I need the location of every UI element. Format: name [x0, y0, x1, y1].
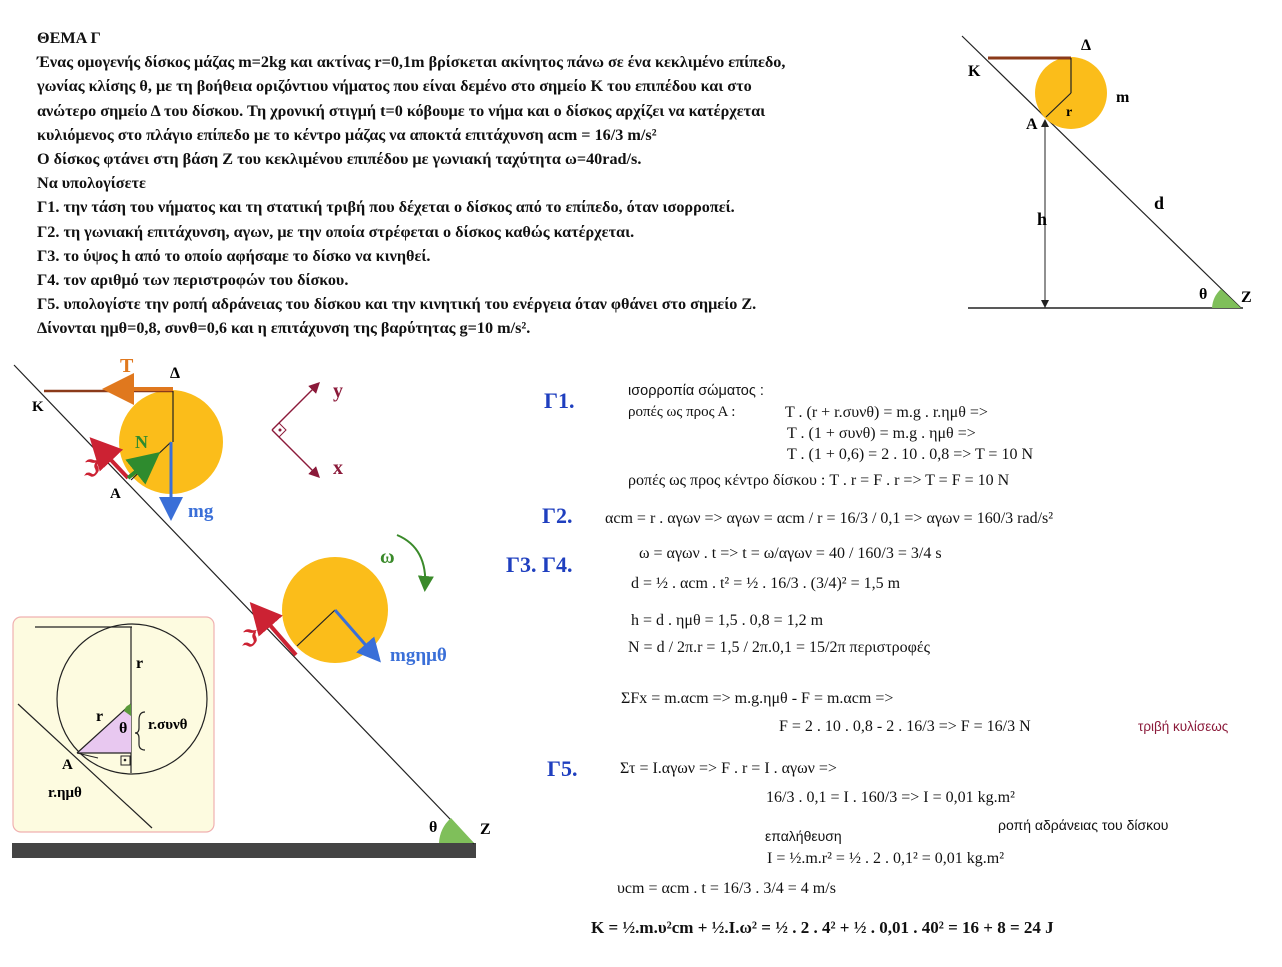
label-N: N	[135, 432, 148, 452]
g1-line2-label: ροπές ως προς Α :	[628, 404, 736, 420]
label-delta: Δ	[1081, 37, 1092, 54]
label-theta: θ	[429, 819, 438, 836]
problem-line: γωνίας κλίσης θ, με τη βοήθεια οριζόντιου νήματος που είναι δεμένο στο σημείο Κ του επιπέδου και στο	[37, 77, 752, 96]
inset-label-theta: θ	[119, 720, 128, 737]
inset-label-r-top: r	[136, 655, 144, 672]
inset-right-angle-dot	[124, 759, 127, 762]
g5-line1: Στ = Ι.αγων => F . r = Ι . αγων =>	[620, 760, 837, 777]
main-figure	[12, 355, 491, 858]
g5-line4: υcm = αcm . t = 16/3 . 3/4 = 4 m/s	[617, 880, 836, 897]
g5-line5: K = ½.m.υ²cm + ½.Ι.ω² = ½ . 2 . 4² + ½ . 0,01 . 40² = 16 + 8 = 24 J	[591, 918, 1054, 937]
label-delta: Δ	[170, 365, 181, 382]
problem-line: Ένας ομογενής δίσκος μάζας m=2kg και ακτίνας r=0,1m βρίσκεται ακίνητος πάνω σε ένα κεκλιμένο επίπεδο,	[37, 53, 786, 72]
problem-line: Γ1. την τάση του νήματος και τη στατική τριβή που δέχεται ο δίσκος από το επίπεδο, όταν ισορροπεί.	[37, 198, 735, 217]
angle-theta-marker	[439, 818, 474, 843]
inset-label-r: r	[96, 708, 104, 725]
g34-line3: h = d . ημθ = 1,5 . 0,8 = 1,2 m	[631, 612, 824, 629]
label-x: x	[333, 457, 343, 479]
omega-arrow	[397, 535, 425, 588]
label-mgsin: mgημθ	[390, 645, 447, 666]
g2-header: Γ2.	[542, 503, 573, 528]
g34-line2: d = ½ . αcm . t² = ½ . 16/3 . (3/4)² = 1,5 m	[631, 575, 901, 592]
g2-line: αcm = r . αγων => αγων = αcm / r = 16/3 / 0,1 => αγων = 160/3 rad/s²	[605, 510, 1054, 527]
g34-note: τριβή κυλίσεως	[1138, 719, 1229, 734]
label-r: r	[1066, 105, 1073, 120]
label-friction-rolling: ℑ	[242, 626, 258, 651]
g1-line5: ροπές ως προς κέντρο δίσκου : T . r = F . r => T = F = 10 N	[628, 472, 1010, 489]
problem-line: Να υπολογίσετε	[37, 174, 146, 193]
right-angle-dot	[279, 429, 282, 432]
inset-label-rcos: r.συνθ	[148, 717, 188, 733]
g34-line4: N = d / 2π.r = 1,5 / 2π.0,1 = 15/2π περιστροφές	[628, 639, 930, 656]
label-y: y	[333, 380, 343, 402]
angle-theta-marker	[1212, 289, 1241, 308]
inset-label-rsin: r.ημθ	[48, 785, 82, 801]
problem-line: Γ4. τον αριθμό των περιστροφών του δίσκου.	[37, 271, 349, 290]
g1-header: Γ1.	[544, 388, 575, 413]
g1-line1: ισορροπία σώματος :	[628, 383, 764, 399]
label-m: m	[1116, 89, 1130, 106]
label-d: d	[1154, 193, 1165, 213]
label-mg: mg	[188, 501, 214, 522]
g34-line5: ΣFx = m.αcm => m.g.ημθ - F = m.αcm =>	[621, 690, 894, 707]
problem-title: ΘΕΜΑ Γ	[37, 29, 101, 47]
g34-header: Γ3. Γ4.	[506, 552, 573, 577]
label-A: A	[110, 486, 121, 502]
problem-line: Ο δίσκος φτάνει στη βάση Ζ του κεκλιμένου επιπέδου με γωνιακή ταχύτητα ω=40rad/s.	[37, 150, 642, 169]
g5-verify-label: επαλήθευση	[765, 828, 842, 844]
g5-header: Γ5.	[547, 756, 578, 781]
label-Z: Z	[1241, 289, 1252, 306]
label-h: h	[1037, 209, 1048, 229]
problem-line: Δίνονται ημθ=0,8, συνθ=0,6 και η επιτάχυνση της βαρύτητας g=10 m/s².	[37, 319, 531, 338]
label-T: T	[120, 355, 134, 377]
g34-line1: ω = αγων . t => t = ω/αγων = 40 / 160/3 = 3/4 s	[639, 545, 942, 562]
problem-line: κυλιόμενος στο πλάγιο επίπεδο με το κέντρο μάζας να αποκτά επιτάχυνση αcm = 16/3 m/s²	[37, 125, 657, 144]
label-K: K	[32, 399, 44, 415]
label-A: A	[1026, 116, 1038, 133]
g1-line4: T . (1 + 0,6) = 2 . 10 . 0,8 => T = 10 N	[787, 446, 1034, 463]
ground-bar	[12, 843, 476, 858]
label-theta: θ	[1199, 286, 1208, 303]
problem-line: ανώτερο σημείο Δ του δίσκου. Τη χρονική στιγμή t=0 κόβουμε το νήμα και ο δίσκος αρχίζει να κατέρχεται	[37, 101, 766, 120]
problem-line: Γ2. τη γωνιακή επιτάχυνση, αγων, με την οποία στρέφεται ο δίσκος καθώς κατέρχεται.	[37, 222, 635, 241]
label-friction: ℑ	[84, 456, 100, 481]
label-Z: Z	[480, 821, 491, 838]
g5-line3: Ι = ½.m.r² = ½ . 2 . 0,1² = 0,01 kg.m²	[767, 850, 1005, 867]
inset-label-A: A	[62, 757, 73, 773]
problem-line: Γ5. υπολογίστε την ροπή αδράνειας του δίσκου και την κινητική του ενέργεια όταν φθάνει στο σημείο Ζ.	[37, 295, 757, 314]
label-omega: ω	[380, 546, 395, 568]
problem-line: Γ3. το ύψος h από το οποίο αφήσαμε το δίσκο να κινηθεί.	[37, 246, 431, 265]
label-K: K	[968, 63, 981, 80]
g5-note: ροπή αδράνειας του δίσκου	[998, 817, 1169, 833]
g1-line2: T . (r + r.συνθ) = m.g . r.ημθ =>	[785, 404, 988, 421]
top-figure	[962, 36, 1252, 308]
g34-line6: F = 2 . 10 . 0,8 - 2 . 16/3 => F = 16/3 N	[779, 718, 1031, 735]
g5-line2: 16/3 . 0,1 = Ι . 160/3 => Ι = 0,01 kg.m²	[766, 789, 1015, 806]
g1-line3: T . (1 + συνθ) = m.g . ημθ =>	[787, 425, 976, 442]
